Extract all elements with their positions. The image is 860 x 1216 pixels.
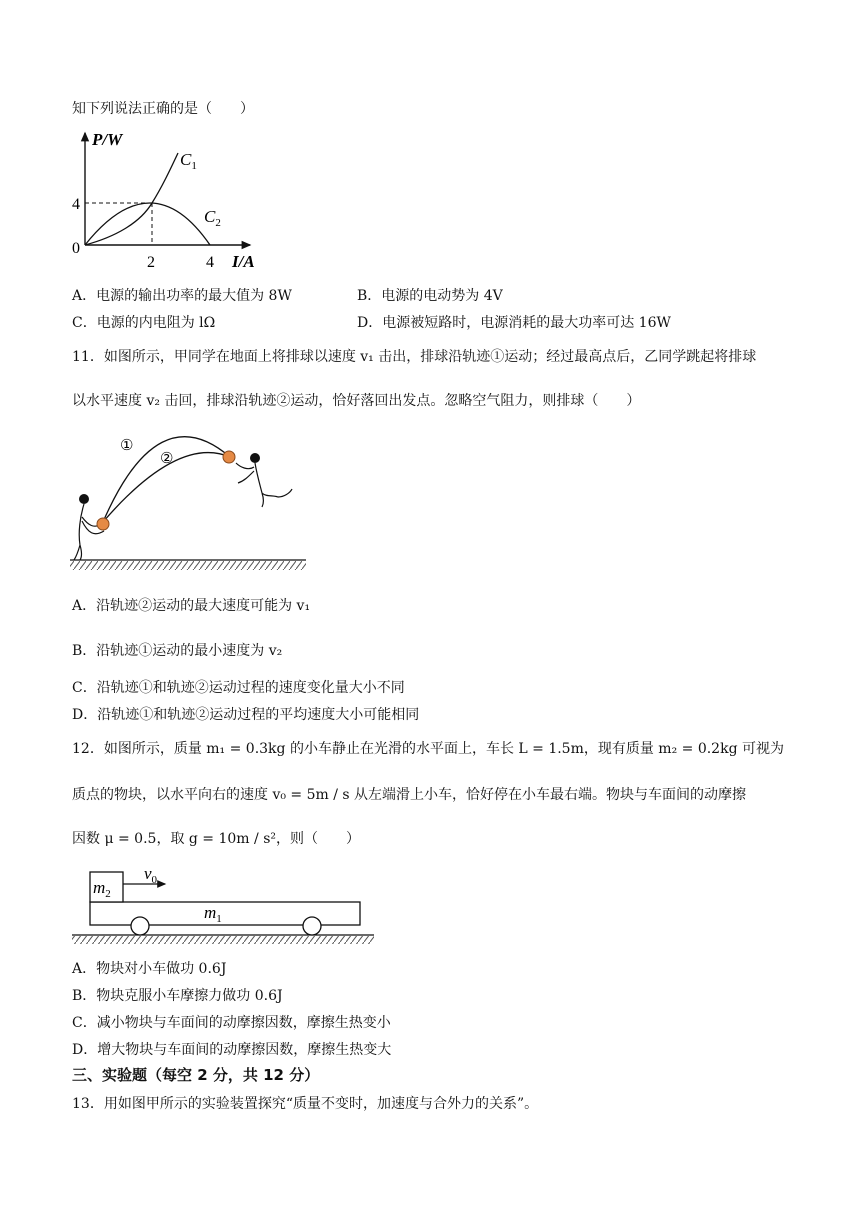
- curve-c1: [85, 153, 178, 245]
- person-b-body: [236, 463, 292, 507]
- q12-cart-figure: [70, 862, 380, 952]
- q12-option-b: B．物块克服小车摩擦力做功 0.6J: [72, 988, 283, 1004]
- q10-option-b: B．电源的电动势为 4V: [357, 288, 503, 304]
- ball-launch: [97, 518, 109, 530]
- x-tick-2: 2: [147, 254, 155, 271]
- q12-line3: 因数 μ = 0.5，取 g = 10m / s²，则（ ）: [72, 831, 360, 847]
- block-m2-label: $m_2$: [93, 878, 111, 900]
- q10-stem-tail: 知下列说法正确的是（ ）: [72, 101, 254, 117]
- person-b-head: [250, 453, 260, 463]
- x-tick-4: 4: [206, 254, 214, 271]
- velocity-label: $v_0$: [144, 864, 158, 886]
- person-a-head: [79, 494, 89, 504]
- section-3-heading: 三、实验题（每空 2 分，共 12 分）: [72, 1066, 320, 1084]
- origin-label: 0: [72, 240, 80, 257]
- ground-hatch: [70, 561, 306, 570]
- q10-power-current-graph: [70, 125, 270, 275]
- q12-line2: 质点的物块，以水平向右的速度 v₀ = 5m / s 从左端滑上小车，恰好停在小车最右端。物块与车面间的动摩擦: [72, 787, 747, 803]
- y-axis-label: P/W: [92, 130, 123, 149]
- q12-option-c: C．减小物块与车面间的动摩擦因数，摩擦生热变小: [72, 1015, 391, 1031]
- q11-option-a: A．沿轨迹②运动的最大速度可能为 v₁: [72, 598, 311, 614]
- q11-line1: 11．如图所示，甲同学在地面上将排球以速度 v₁ 击出，排球沿轨迹①运动；经过最高点后，乙同学跳起将排球: [72, 349, 757, 365]
- person-a-body: [74, 504, 104, 560]
- x-axis-label: I/A: [232, 252, 255, 271]
- curve-c2-label: $C_2$: [204, 207, 221, 229]
- q11-line2: 以水平速度 v₂ 击回，排球沿轨迹②运动，恰好落回出发点。忽略空气阻力，则排球（ ）: [72, 393, 641, 409]
- q11-volleyball-figure: [68, 425, 313, 580]
- cart-m1-label: $m_1$: [204, 903, 222, 925]
- curve-c1-label: $C_1$: [180, 150, 197, 172]
- y-tick-4: 4: [72, 196, 80, 213]
- q10-option-d: D．电源被短路时，电源消耗的最大功率可达 16W: [357, 315, 671, 331]
- q13-line1: 13．用如图甲所示的实验装置探究“质量不变时，加速度与合外力的关系”。: [72, 1096, 539, 1112]
- q11-option-d: D．沿轨迹①和轨迹②运动过程的平均速度大小可能相同: [72, 707, 420, 723]
- floor-hatch: [72, 936, 374, 944]
- q11-option-b: B．沿轨迹①运动的最小速度为 v₂: [72, 643, 283, 659]
- ball-apex: [223, 451, 235, 463]
- trajectory-2-label: ②: [160, 451, 174, 467]
- q10-option-c: C．电源的内电阻为 lΩ: [72, 315, 216, 331]
- cart-wheel-right: [303, 917, 321, 935]
- cart-wheel-left: [131, 917, 149, 935]
- q10-option-a: A．电源的输出功率的最大值为 8W: [72, 288, 292, 304]
- q12-line1: 12．如图所示，质量 m₁ = 0.3kg 的小车静止在光滑的水平面上，车长 L = 1.5m，现有质量 m₂ = 0.2kg 可视为: [72, 741, 784, 757]
- q12-option-a: A．物块对小车做功 0.6J: [72, 961, 227, 977]
- q12-option-d: D．增大物块与车面间的动摩擦因数，摩擦生热变大: [72, 1042, 392, 1058]
- q11-option-c: C．沿轨迹①和轨迹②运动过程的速度变化量大小不同: [72, 680, 405, 696]
- trajectory-1-label: ①: [120, 438, 134, 454]
